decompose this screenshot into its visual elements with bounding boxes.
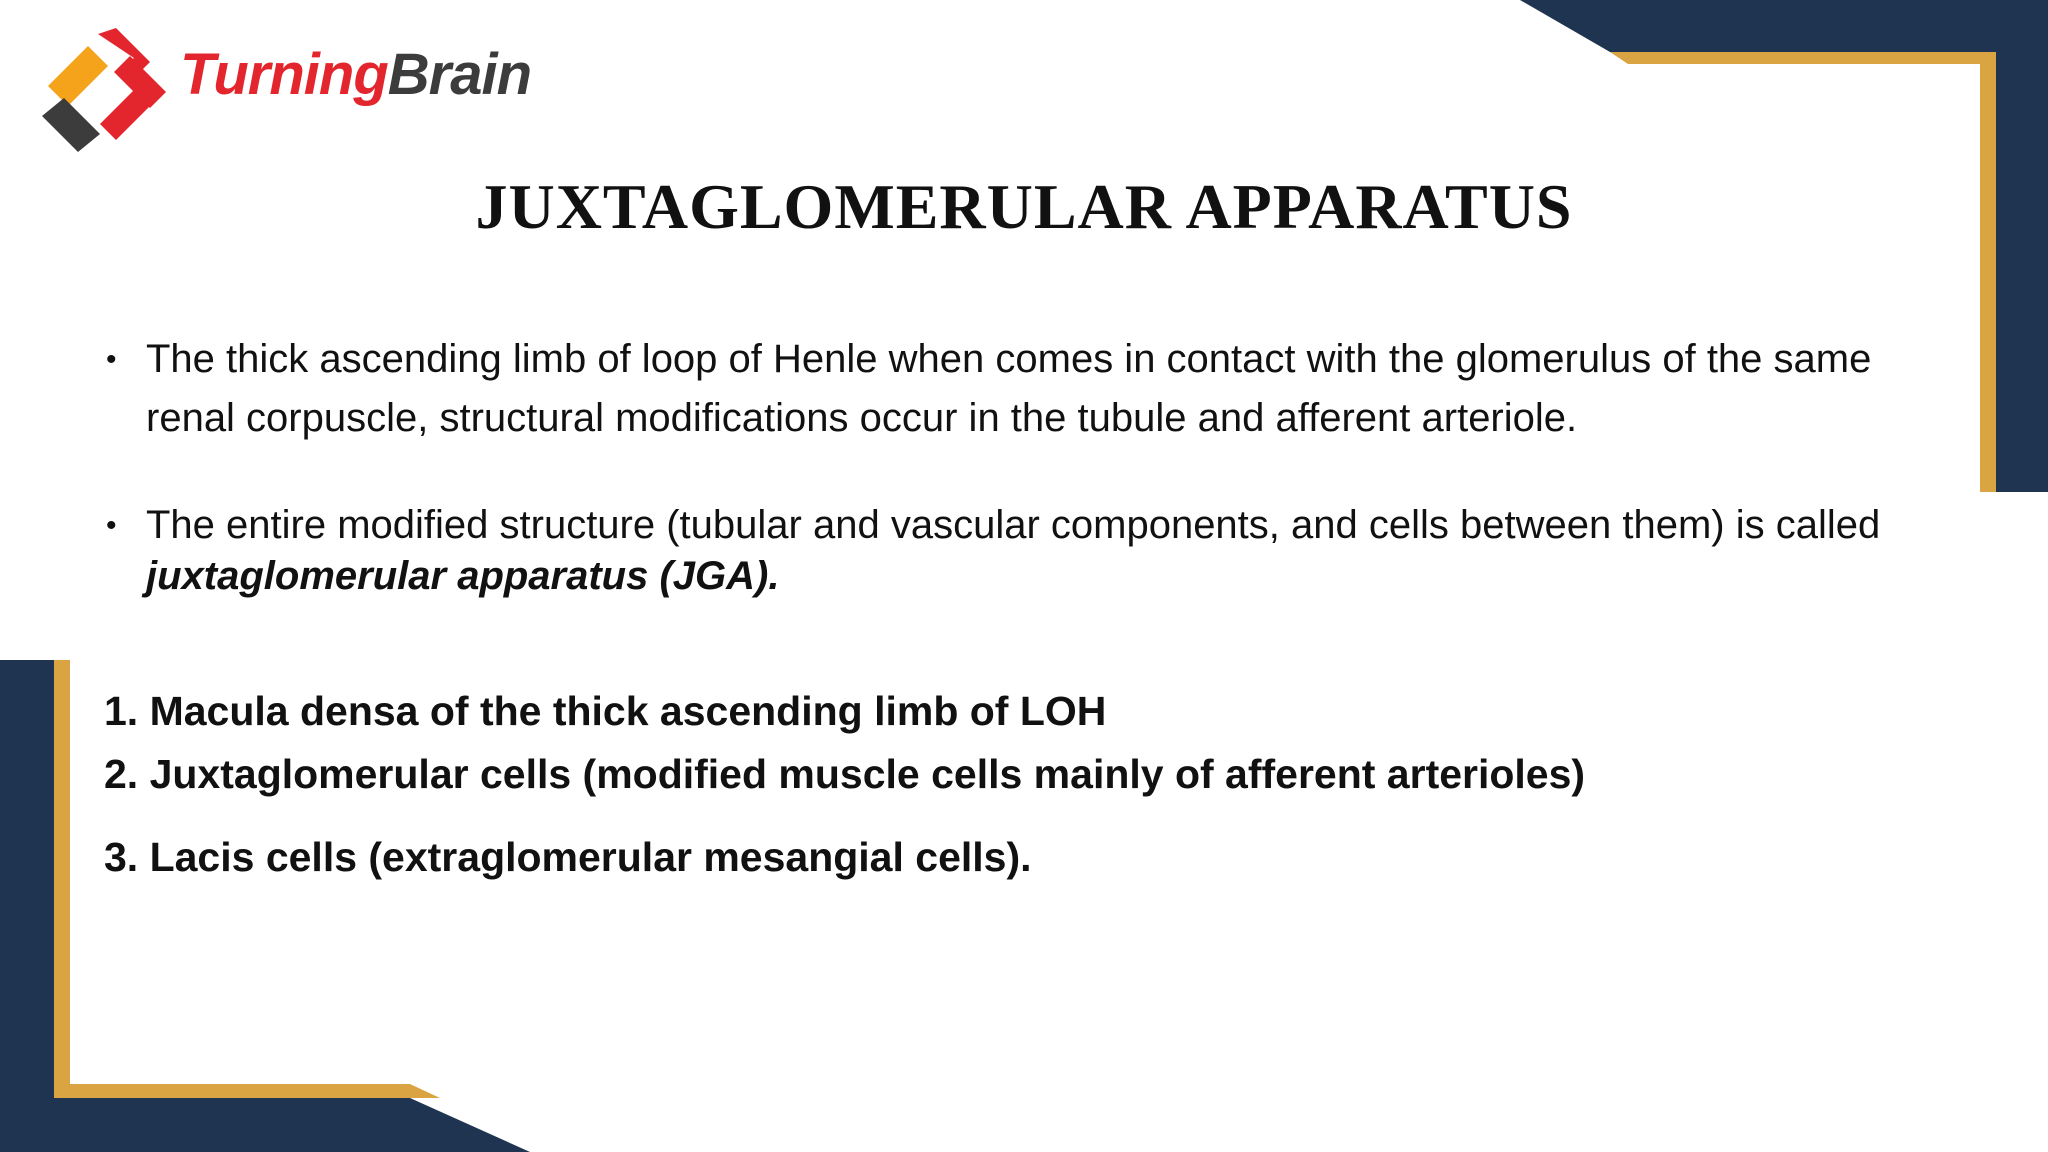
slide-title: JUXTAGLOMERULAR APPARATUS (475, 171, 1573, 242)
logo-wordmark-brain: Brain (387, 42, 532, 107)
logo-mark-icon (38, 28, 168, 153)
bullet-item (104, 500, 1884, 602)
numbered-item: 3. Lacis cells (extraglomerular mesangial cells). (104, 834, 1032, 880)
bullet-text: The entire modified structure (tubular and vascular components, and cells between them) is called (146, 503, 1881, 547)
numbered-item: 1. Macula densa of the thick ascending limb of LOH (104, 688, 1107, 734)
bullet-emphasis-term: juxtaglomerular apparatus (JGA). (146, 554, 780, 598)
bullet-list (104, 330, 1884, 602)
bullet-icon: • (106, 509, 117, 542)
logo-wordmark-turning: Turning (180, 42, 388, 107)
turningbrain-logo (38, 28, 558, 153)
logo-wordmark (180, 42, 532, 107)
numbered-list (104, 686, 1884, 882)
bullet-icon: • (106, 343, 117, 376)
bullet-item (104, 330, 1884, 448)
bullet-text: The thick ascending limb of loop of Henle when comes in contact with the glomerulus of the same renal corpuscle, structural modifications occur in the tubule and afferent arteriole. (146, 337, 1872, 440)
numbered-item: 2. Juxtaglomerular cells (modified muscle cells mainly of afferent arterioles) (104, 751, 1586, 797)
